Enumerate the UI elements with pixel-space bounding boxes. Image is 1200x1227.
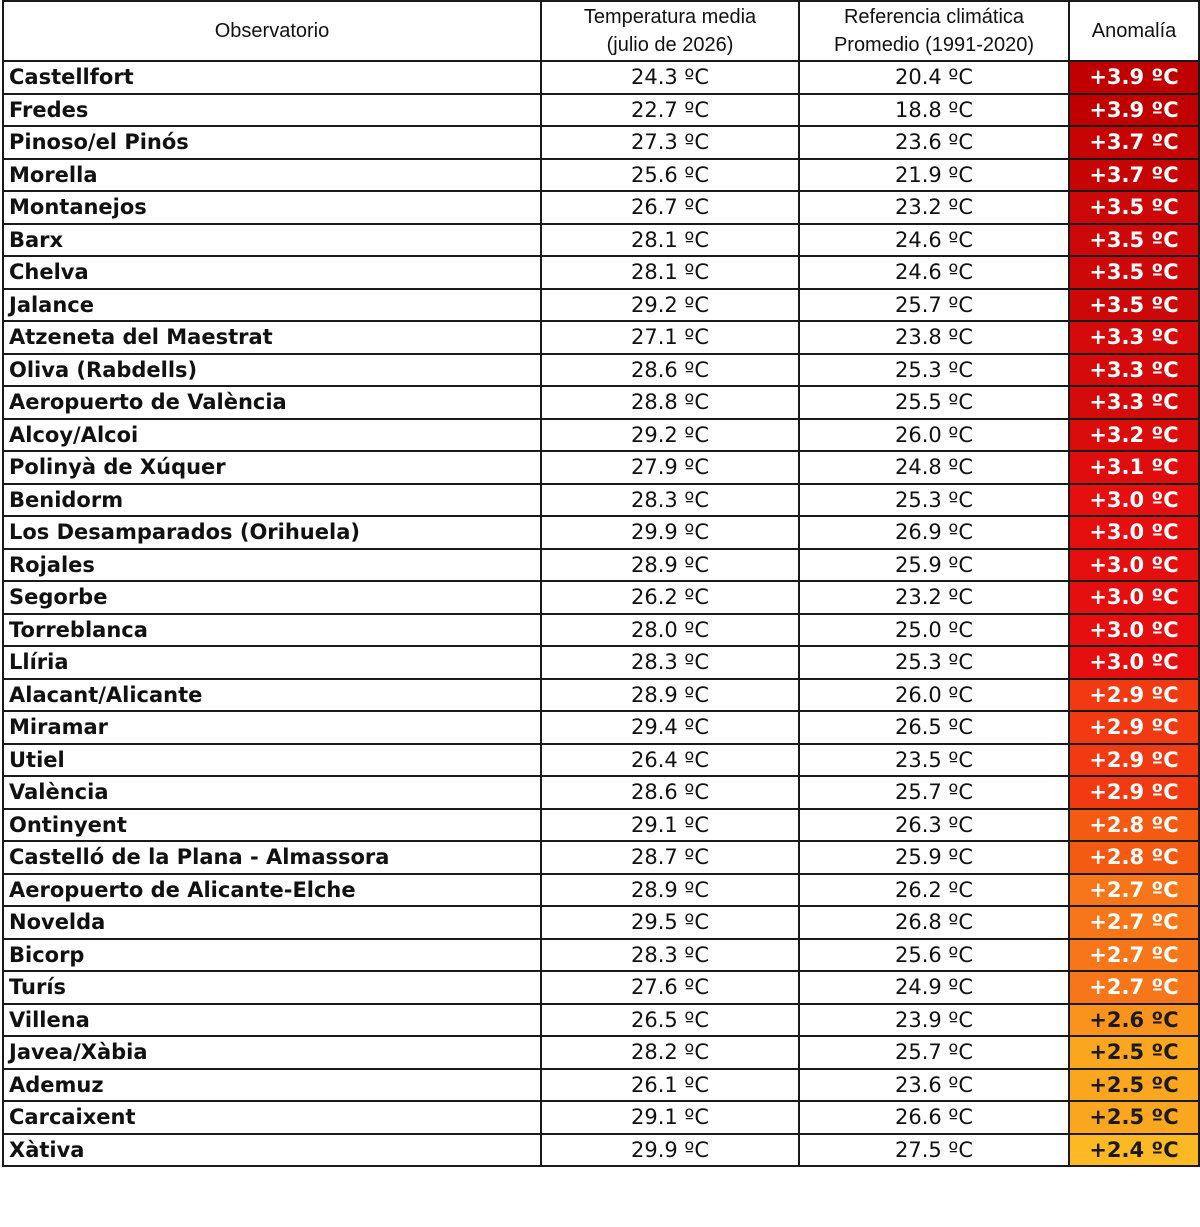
reference-temperature: 24.9 ºC bbox=[799, 971, 1069, 1004]
station-name: Jalance bbox=[3, 289, 541, 322]
anomaly-value: +2.4 ºC bbox=[1069, 1134, 1199, 1167]
mean-temperature: 28.1 ºC bbox=[541, 256, 799, 289]
temperature-anomaly-table bbox=[2, 0, 1200, 1167]
header-referencia-line1: Referencia climática bbox=[843, 6, 1025, 28]
station-name: Villena bbox=[3, 1004, 541, 1037]
anomaly-value: +3.5 ºC bbox=[1069, 191, 1199, 224]
table-row bbox=[3, 386, 1199, 419]
anomaly-value: +3.0 ºC bbox=[1069, 484, 1199, 517]
mean-temperature: 28.0 ºC bbox=[541, 614, 799, 647]
table-row bbox=[3, 94, 1199, 127]
header-row bbox=[3, 1, 1199, 61]
station-name: Castelló de la Plana - Almassora bbox=[3, 841, 541, 874]
station-name: Alcoy/Alcoi bbox=[3, 419, 541, 452]
mean-temperature: 28.6 ºC bbox=[541, 776, 799, 809]
anomaly-value: +3.3 ºC bbox=[1069, 386, 1199, 419]
table-row bbox=[3, 776, 1199, 809]
table-row bbox=[3, 61, 1199, 94]
anomaly-value: +3.0 ºC bbox=[1069, 581, 1199, 614]
station-name: Llíria bbox=[3, 646, 541, 679]
anomaly-value: +2.5 ºC bbox=[1069, 1036, 1199, 1069]
table-body bbox=[3, 61, 1199, 1166]
table-row bbox=[3, 581, 1199, 614]
mean-temperature: 28.3 ºC bbox=[541, 646, 799, 679]
reference-temperature: 25.9 ºC bbox=[799, 841, 1069, 874]
table-row bbox=[3, 419, 1199, 452]
anomaly-value: +2.7 ºC bbox=[1069, 906, 1199, 939]
anomaly-value: +3.0 ºC bbox=[1069, 614, 1199, 647]
station-name: Javea/Xàbia bbox=[3, 1036, 541, 1069]
reference-temperature: 24.8 ºC bbox=[799, 451, 1069, 484]
anomaly-value: +3.3 ºC bbox=[1069, 354, 1199, 387]
mean-temperature: 29.2 ºC bbox=[541, 289, 799, 322]
anomaly-value: +3.5 ºC bbox=[1069, 224, 1199, 257]
station-name: Alacant/Alicante bbox=[3, 679, 541, 712]
mean-temperature: 22.7 ºC bbox=[541, 94, 799, 127]
mean-temperature: 24.3 ºC bbox=[541, 61, 799, 94]
mean-temperature: 28.3 ºC bbox=[541, 484, 799, 517]
reference-temperature: 25.7 ºC bbox=[799, 1036, 1069, 1069]
anomaly-value: +3.5 ºC bbox=[1069, 256, 1199, 289]
reference-temperature: 25.3 ºC bbox=[799, 484, 1069, 517]
reference-temperature: 23.6 ºC bbox=[799, 1069, 1069, 1102]
reference-temperature: 25.5 ºC bbox=[799, 386, 1069, 419]
mean-temperature: 26.1 ºC bbox=[541, 1069, 799, 1102]
table-row bbox=[3, 321, 1199, 354]
station-name: Polinyà de Xúquer bbox=[3, 451, 541, 484]
mean-temperature: 27.1 ºC bbox=[541, 321, 799, 354]
mean-temperature: 28.8 ºC bbox=[541, 386, 799, 419]
anomaly-value: +2.7 ºC bbox=[1069, 939, 1199, 972]
table-row bbox=[3, 484, 1199, 517]
mean-temperature: 29.4 ºC bbox=[541, 711, 799, 744]
reference-temperature: 25.0 ºC bbox=[799, 614, 1069, 647]
mean-temperature: 26.2 ºC bbox=[541, 581, 799, 614]
table-row bbox=[3, 906, 1199, 939]
mean-temperature: 28.9 ºC bbox=[541, 874, 799, 907]
mean-temperature: 28.7 ºC bbox=[541, 841, 799, 874]
table-row bbox=[3, 159, 1199, 192]
reference-temperature: 25.7 ºC bbox=[799, 776, 1069, 809]
station-name: Benidorm bbox=[3, 484, 541, 517]
anomaly-value: +2.6 ºC bbox=[1069, 1004, 1199, 1037]
mean-temperature: 28.2 ºC bbox=[541, 1036, 799, 1069]
table-row bbox=[3, 939, 1199, 972]
reference-temperature: 23.9 ºC bbox=[799, 1004, 1069, 1037]
anomaly-value: +3.7 ºC bbox=[1069, 126, 1199, 159]
reference-temperature: 25.9 ºC bbox=[799, 549, 1069, 582]
mean-temperature: 27.3 ºC bbox=[541, 126, 799, 159]
table-row bbox=[3, 744, 1199, 777]
anomaly-value: +2.9 ºC bbox=[1069, 711, 1199, 744]
anomaly-value: +2.5 ºC bbox=[1069, 1069, 1199, 1102]
header-temperatura-line1: Temperatura media bbox=[583, 6, 757, 28]
anomaly-value: +2.5 ºC bbox=[1069, 1101, 1199, 1134]
station-name: Morella bbox=[3, 159, 541, 192]
station-name: Ademuz bbox=[3, 1069, 541, 1102]
table-row bbox=[3, 679, 1199, 712]
table-row bbox=[3, 126, 1199, 159]
station-name: Chelva bbox=[3, 256, 541, 289]
header-temperatura-line2: (julio de 2026) bbox=[606, 34, 734, 56]
reference-temperature: 23.5 ºC bbox=[799, 744, 1069, 777]
anomaly-value: +3.0 ºC bbox=[1069, 549, 1199, 582]
table-row bbox=[3, 516, 1199, 549]
anomaly-value: +2.9 ºC bbox=[1069, 744, 1199, 777]
station-name: Utiel bbox=[3, 744, 541, 777]
table-row bbox=[3, 191, 1199, 224]
header-observatorio bbox=[3, 1, 541, 61]
reference-temperature: 23.8 ºC bbox=[799, 321, 1069, 354]
mean-temperature: 28.6 ºC bbox=[541, 354, 799, 387]
reference-temperature: 26.3 ºC bbox=[799, 809, 1069, 842]
reference-temperature: 25.6 ºC bbox=[799, 939, 1069, 972]
station-name: Aeropuerto de Alicante-Elche bbox=[3, 874, 541, 907]
mean-temperature: 28.3 ºC bbox=[541, 939, 799, 972]
header-referencia-climatica bbox=[799, 1, 1069, 61]
header-temperatura-media bbox=[541, 1, 799, 61]
table-row bbox=[3, 1134, 1199, 1167]
anomaly-value: +3.5 ºC bbox=[1069, 289, 1199, 322]
anomaly-value: +2.8 ºC bbox=[1069, 809, 1199, 842]
station-name: Atzeneta del Maestrat bbox=[3, 321, 541, 354]
table-row bbox=[3, 224, 1199, 257]
mean-temperature: 29.1 ºC bbox=[541, 1101, 799, 1134]
anomaly-value: +3.0 ºC bbox=[1069, 646, 1199, 679]
anomaly-value: +3.2 ºC bbox=[1069, 419, 1199, 452]
station-name: Castellfort bbox=[3, 61, 541, 94]
reference-temperature: 25.7 ºC bbox=[799, 289, 1069, 322]
anomaly-value: +2.9 ºC bbox=[1069, 776, 1199, 809]
reference-temperature: 26.2 ºC bbox=[799, 874, 1069, 907]
mean-temperature: 27.9 ºC bbox=[541, 451, 799, 484]
mean-temperature: 29.5 ºC bbox=[541, 906, 799, 939]
station-name: Xàtiva bbox=[3, 1134, 541, 1167]
reference-temperature: 26.0 ºC bbox=[799, 679, 1069, 712]
anomaly-value: +3.9 ºC bbox=[1069, 61, 1199, 94]
reference-temperature: 18.8 ºC bbox=[799, 94, 1069, 127]
station-name: Miramar bbox=[3, 711, 541, 744]
anomaly-value: +2.7 ºC bbox=[1069, 971, 1199, 1004]
station-name: València bbox=[3, 776, 541, 809]
table-row bbox=[3, 1069, 1199, 1102]
reference-temperature: 25.3 ºC bbox=[799, 354, 1069, 387]
anomaly-value: +3.3 ºC bbox=[1069, 321, 1199, 354]
station-name: Los Desamparados (Orihuela) bbox=[3, 516, 541, 549]
station-name: Rojales bbox=[3, 549, 541, 582]
station-name: Torreblanca bbox=[3, 614, 541, 647]
header-observatorio-label: Observatorio bbox=[214, 20, 330, 42]
station-name: Bicorp bbox=[3, 939, 541, 972]
station-name: Barx bbox=[3, 224, 541, 257]
mean-temperature: 28.9 ºC bbox=[541, 679, 799, 712]
table-row bbox=[3, 1004, 1199, 1037]
reference-temperature: 24.6 ºC bbox=[799, 256, 1069, 289]
reference-temperature: 23.2 ºC bbox=[799, 191, 1069, 224]
mean-temperature: 27.6 ºC bbox=[541, 971, 799, 1004]
table-row bbox=[3, 451, 1199, 484]
reference-temperature: 27.5 ºC bbox=[799, 1134, 1069, 1167]
station-name: Oliva (Rabdells) bbox=[3, 354, 541, 387]
reference-temperature: 26.8 ºC bbox=[799, 906, 1069, 939]
mean-temperature: 29.2 ºC bbox=[541, 419, 799, 452]
station-name: Segorbe bbox=[3, 581, 541, 614]
header-anomalia-label: Anomalía bbox=[1091, 20, 1177, 42]
reference-temperature: 20.4 ºC bbox=[799, 61, 1069, 94]
anomaly-value: +2.8 ºC bbox=[1069, 841, 1199, 874]
table-row bbox=[3, 1101, 1199, 1134]
reference-temperature: 24.6 ºC bbox=[799, 224, 1069, 257]
reference-temperature: 21.9 ºC bbox=[799, 159, 1069, 192]
header-referencia-line2: Promedio (1991-2020) bbox=[833, 34, 1035, 56]
anomaly-value: +3.9 ºC bbox=[1069, 94, 1199, 127]
station-name: Pinoso/el Pinós bbox=[3, 126, 541, 159]
mean-temperature: 28.1 ºC bbox=[541, 224, 799, 257]
station-name: Novelda bbox=[3, 906, 541, 939]
table-row bbox=[3, 256, 1199, 289]
table-row bbox=[3, 1036, 1199, 1069]
anomaly-value: +3.7 ºC bbox=[1069, 159, 1199, 192]
table-row bbox=[3, 289, 1199, 322]
mean-temperature: 26.7 ºC bbox=[541, 191, 799, 224]
reference-temperature: 25.3 ºC bbox=[799, 646, 1069, 679]
table-row bbox=[3, 809, 1199, 842]
station-name: Montanejos bbox=[3, 191, 541, 224]
table-row bbox=[3, 711, 1199, 744]
table-row bbox=[3, 354, 1199, 387]
table-row bbox=[3, 549, 1199, 582]
mean-temperature: 29.9 ºC bbox=[541, 516, 799, 549]
reference-temperature: 23.2 ºC bbox=[799, 581, 1069, 614]
station-name: Turís bbox=[3, 971, 541, 1004]
station-name: Carcaixent bbox=[3, 1101, 541, 1134]
station-name: Aeropuerto de València bbox=[3, 386, 541, 419]
table-row bbox=[3, 614, 1199, 647]
anomaly-value: +2.9 ºC bbox=[1069, 679, 1199, 712]
reference-temperature: 26.5 ºC bbox=[799, 711, 1069, 744]
mean-temperature: 26.4 ºC bbox=[541, 744, 799, 777]
table-row bbox=[3, 971, 1199, 1004]
station-name: Fredes bbox=[3, 94, 541, 127]
reference-temperature: 26.9 ºC bbox=[799, 516, 1069, 549]
station-name: Ontinyent bbox=[3, 809, 541, 842]
table-row bbox=[3, 646, 1199, 679]
anomaly-value: +3.1 ºC bbox=[1069, 451, 1199, 484]
mean-temperature: 26.5 ºC bbox=[541, 1004, 799, 1037]
mean-temperature: 29.1 ºC bbox=[541, 809, 799, 842]
mean-temperature: 29.9 ºC bbox=[541, 1134, 799, 1167]
header-anomalia bbox=[1069, 1, 1199, 61]
table-row bbox=[3, 841, 1199, 874]
reference-temperature: 26.6 ºC bbox=[799, 1101, 1069, 1134]
reference-temperature: 26.0 ºC bbox=[799, 419, 1069, 452]
table-row bbox=[3, 874, 1199, 907]
mean-temperature: 25.6 ºC bbox=[541, 159, 799, 192]
anomaly-value: +2.7 ºC bbox=[1069, 874, 1199, 907]
mean-temperature: 28.9 ºC bbox=[541, 549, 799, 582]
reference-temperature: 23.6 ºC bbox=[799, 126, 1069, 159]
anomaly-value: +3.0 ºC bbox=[1069, 516, 1199, 549]
